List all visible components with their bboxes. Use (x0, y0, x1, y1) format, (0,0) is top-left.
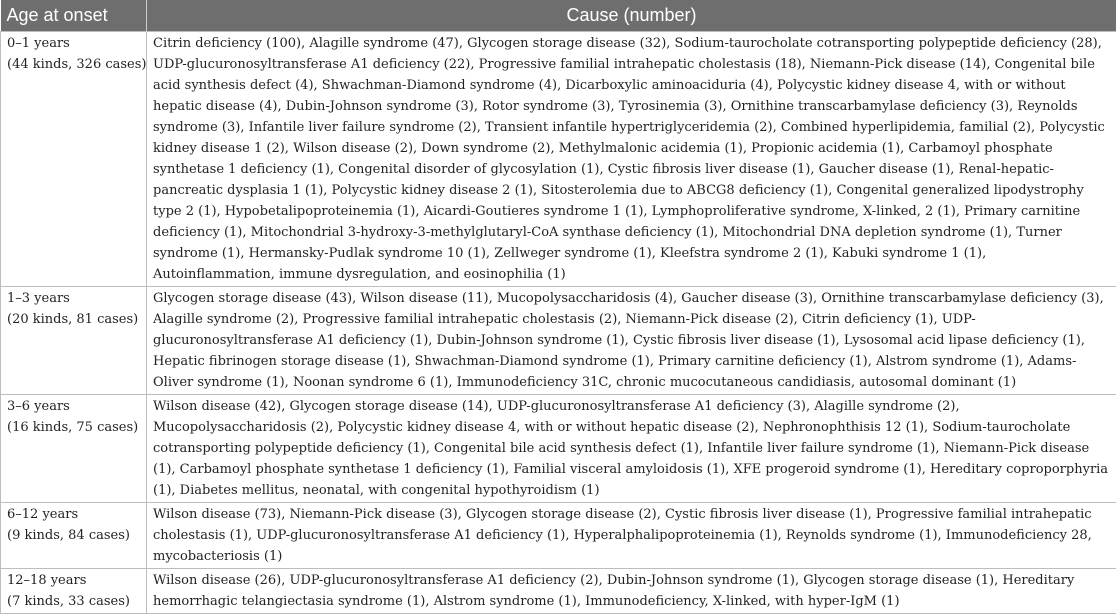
table-row (1, 395, 1116, 503)
age-summary: (44 kinds, 326 cases) (7, 54, 140, 75)
cause-cell: Glycogen storage disease (43), Wilson disease (11), Mucopolysaccharidosis (4), Gaucher disease (3), Ornithine transcarbamylase deficiency (3), Alagille syndrome (2), Progressive familial intrahepatic cholestasis (2), Niemann-Pick disease (2), Citrin deficiency (1), UDP-glucuronosyltransferase A1 deficiency (1), Dubin-Johnson syndrome (1), Cystic fibrosis liver disease (1), Lysosomal acid lipase deficiency (1), Hepatic fibrinogen storage disease (1), Shwachman-Diamond syndrome (1), Primary carnitine deficiency (1), Alstrom syndrome (1), Adams-Oliver syndrome (1), Noonan syndrome 6 (1), Immunodeficiency 31C, chronic mucocutaneous candidiasis, autosomal dominant (1) (147, 287, 1116, 395)
age-summary: (16 kinds, 75 cases) (7, 417, 140, 438)
cause-cell: Wilson disease (26), UDP-glucuronosyltransferase A1 deficiency (2), Dubin-Johnson syndrome (1), Glycogen storage disease (1), Hereditary hemorrhagic telangiectasia syndrome (1), Alstrom syndrome (1), Immunodeficiency, X-linked, with hyper-IgM (1) (147, 569, 1116, 614)
age-cell (1, 32, 147, 287)
age-range: 3–6 years (7, 396, 140, 417)
age-cell (1, 503, 147, 569)
cause-cell: Wilson disease (73), Niemann-Pick disease (3), Glycogen storage disease (2), Cystic fibrosis liver disease (1), Progressive familial intrahepatic cholestasis (1), UDP-glucuronosyltransferase A1 deficiency (1), Hyperalphalipoproteinemia (1), Reynolds syndrome (1), Immunodeficiency 28, mycobacteriosis (1) (147, 503, 1116, 569)
table-row (1, 503, 1116, 569)
age-summary: (7 kinds, 33 cases) (7, 591, 140, 612)
age-range: 6–12 years (7, 504, 140, 525)
table-row (1, 287, 1116, 395)
age-range: 0–1 years (7, 33, 140, 54)
age-cell (1, 287, 147, 395)
age-range: 1–3 years (7, 288, 140, 309)
age-cell (1, 395, 147, 503)
age-summary: (20 kinds, 81 cases) (7, 309, 140, 330)
age-range: 12–18 years (7, 570, 140, 591)
cause-cell: Wilson disease (42), Glycogen storage disease (14), UDP-glucuronosyltransferase A1 deficiency (3), Alagille syndrome (2), Mucopolysaccharidosis (2), Polycystic kidney disease 4, with or without hepatic disease (2), Nephronophthisis 12 (1), Sodium-taurocholate cotransporting polypeptide deficiency (1), Congenital bile acid synthesis defect (1), Infantile liver failure syndrome (1), Niemann-Pick disease (1), Carbamoyl phosphate synthetase 1 deficiency (1), Familial visceral amyloidosis (1), XFE progeroid syndrome (1), Hereditary coproporphyria (1), Diabetes mellitus, neonatal, with congenital hypothyroidism (1) (147, 395, 1116, 503)
header-row (1, 0, 1116, 32)
cause-cell: Citrin deficiency (100), Alagille syndrome (47), Glycogen storage disease (32), Sodium-taurocholate cotransporting polypeptide deficiency (28), UDP-glucuronosyltransferase A1 deficiency (22), Progressive familial intrahepatic cholestasis (18), Niemann-Pick disease (14), Congenital bile acid synthesis defect (4), Shwachman-Diamond syndrome (4), Dicarboxylic aminoaciduria (4), Polycystic kidney disease 4, with or without hepatic disease (4), Dubin-Johnson syndrome (3), Rotor syndrome (3), Tyrosinemia (3), Ornithine transcarbamylase deficiency (3), Reynolds syndrome (3), Infantile liver failure syndrome (2), Transient infantile hypertriglyceridemia (2), Combined hyperlipidemia, familial (2), Polycystic kidney disease 1 (2), Wilson disease (2), Down syndrome (2), Methylmalonic acidemia (1), Propionic acidemia (1), Carbamoyl phosphate synthetase 1 deficiency (1), Congenital disorder of glycosylation (1), Cystic fibrosis liver disease (1), Gaucher disease (1), Renal-hepatic-pancreatic dysplasia 1 (1), Polycystic kidney disease 2 (1), Sitosterolemia due to ABCG8 deficiency (1), Congenital generalized lipodystrophy type 2 (1), Hypobetalipoproteinemia (1), Aicardi-Goutieres syndrome 1 (1), Lymphoproliferative syndrome, X-linked, 2 (1), Primary carnitine deficiency (1), Mitochondrial 3-hydroxy-3-methylglutaryl-CoA synthase deficiency (1), Mitochondrial DNA depletion syndrome (1), Turner syndrome (1), Hermansky-Pudlak syndrome 10 (1), Zellweger syndrome (1), Kleefstra syndrome 2 (1), Kabuki syndrome 1 (1), Autoinflammation, immune dysregulation, and eosinophilia (1) (147, 32, 1116, 287)
table-row (1, 32, 1116, 287)
age-cell (1, 569, 147, 614)
age-column-header: Age at onset (1, 0, 147, 32)
cause-column-header: Cause (number) (147, 0, 1116, 32)
age-summary: (9 kinds, 84 cases) (7, 525, 140, 546)
table-row (1, 569, 1116, 614)
